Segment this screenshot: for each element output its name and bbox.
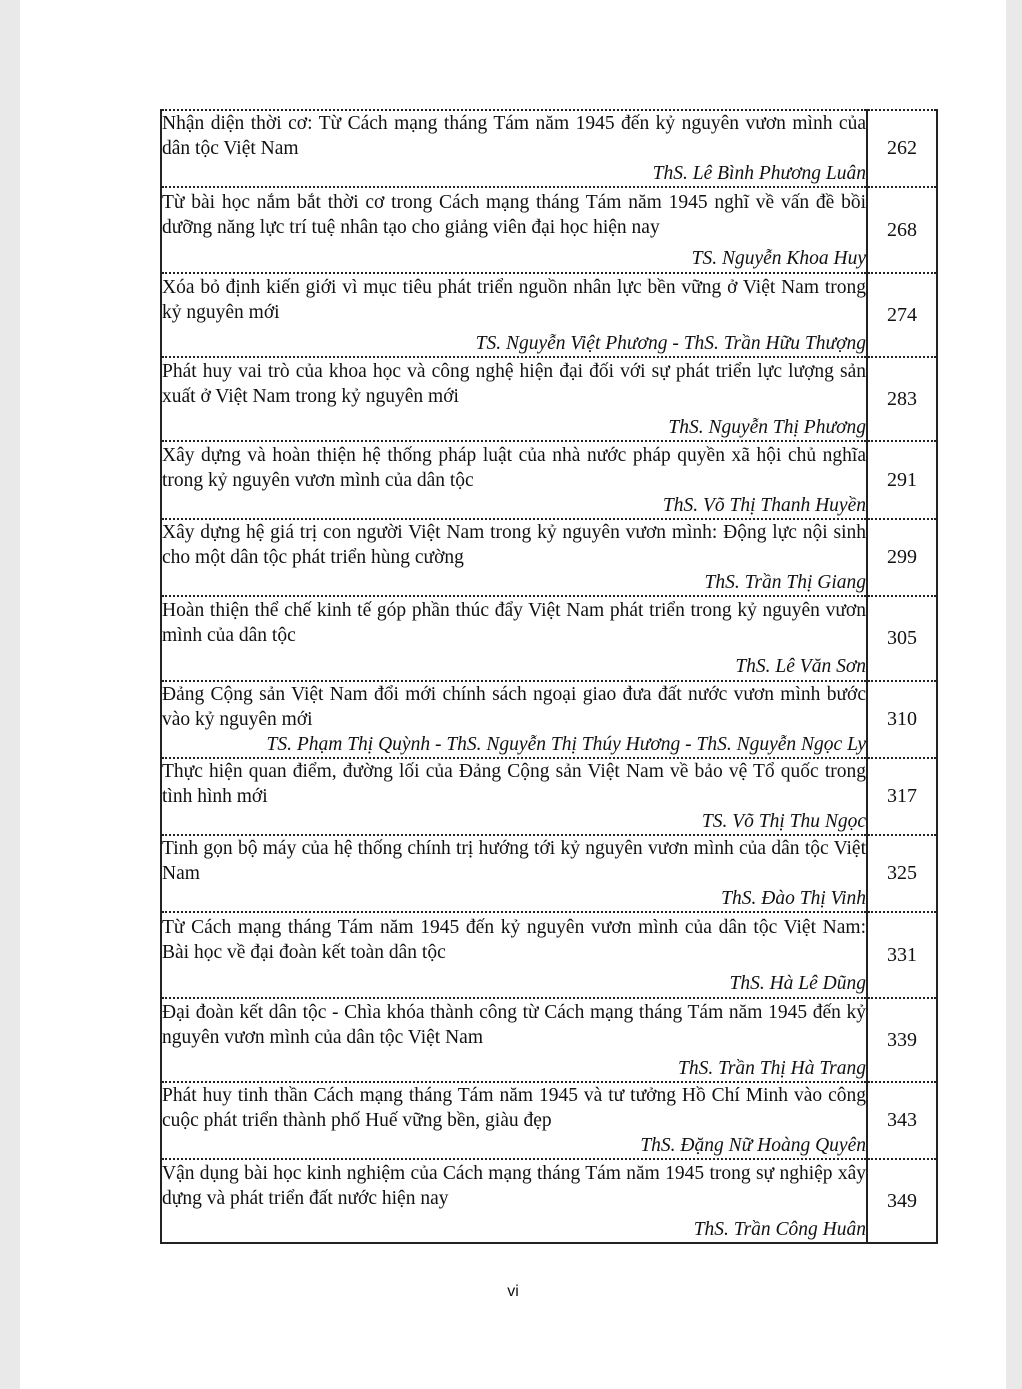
entry-page: 325 [867, 835, 937, 912]
entry-page: 339 [867, 998, 937, 1082]
entry-title: Nhận diện thời cơ: Từ Cách mạng tháng Tám năm 1945 đến kỷ nguyên vươn mình của dân tộc Việt Nam [162, 113, 866, 159]
entry-author: TS. Nguyễn Khoa Huy [691, 247, 866, 269]
entry-title: Đảng Cộng sản Việt Nam đổi mới chính sách ngoại giao đưa đất nước vươn mình bước vào kỷ nguyên mới [162, 684, 866, 730]
toc-row [161, 758, 937, 835]
entry-author: TS. Phạm Thị Quỳnh - ThS. Nguyễn Thị Thúy Hương - ThS. Nguyễn Ngọc Ly [266, 734, 866, 755]
entry-page: 317 [867, 758, 937, 835]
entry-title: Đại đoàn kết dân tộc - Chìa khóa thành công từ Cách mạng tháng Tám năm 1945 đến kỷ nguyên vươn mình của dân tộc Việt Nam [162, 1001, 866, 1048]
toc-row [161, 1082, 937, 1159]
entry-author: ThS. Trần Thị Hà Trang [677, 1057, 866, 1079]
entry-author: ThS. Hà Lê Dũng [729, 972, 866, 994]
entry-page: 283 [867, 357, 937, 441]
entry-title: Phát huy tinh thần Cách mạng tháng Tám năm 1945 và tư tưởng Hồ Chí Minh vào công cuộc phát triển thành phố Huế vững bền, giàu đẹp [162, 1085, 866, 1131]
table-of-contents [160, 109, 938, 1244]
toc-row [161, 273, 937, 357]
entry-page: 343 [867, 1082, 937, 1159]
entry-author: ThS. Lê Văn Sơn [735, 656, 866, 677]
entry-author: ThS. Lê Bình Phương Luân [652, 163, 866, 184]
toc-row [161, 110, 937, 187]
entry-title: Xóa bỏ định kiến giới vì mục tiêu phát triển nguồn nhân lực bền vững ở Việt Nam trong kỷ nguyên mới [162, 276, 866, 323]
entry-title: Thực hiện quan điểm, đường lối của Đảng Cộng sản Việt Nam về bảo vệ Tổ quốc trong tình hình mới [162, 761, 866, 807]
entry-page: 349 [867, 1159, 937, 1243]
entry-page: 268 [867, 187, 937, 273]
toc-row [161, 596, 937, 681]
entry-author: ThS. Trần Thị Giang [704, 572, 866, 593]
entry-title: Xây dựng hệ giá trị con người Việt Nam trong kỷ nguyên vươn mình: Động lực nội sinh cho một dân tộc phát triển hùng cường [162, 522, 866, 568]
entry-author: ThS. Đặng Nữ Hoàng Quyên [640, 1135, 866, 1156]
entry-page: 262 [887, 137, 917, 159]
entry-page: 299 [867, 519, 937, 596]
entry-page: 331 [867, 912, 937, 998]
page-number-footer: vi [507, 1283, 519, 1300]
toc-row [161, 681, 937, 758]
toc-row [161, 357, 937, 441]
document-page [20, 0, 1006, 1389]
entry-title: Từ Cách mạng tháng Tám năm 1945 đến kỷ nguyên vươn mình của dân tộc Việt Nam: Bài học về đại đoàn kết toàn dân tộc [162, 916, 866, 963]
entry-title: Vận dụng bài học kinh nghiệm của Cách mạng tháng Tám năm 1945 trong sự nghiệp xây dựng và phát triển đất nước hiện nay [162, 1162, 866, 1209]
toc-row [161, 441, 937, 519]
toc-row [161, 187, 937, 273]
entry-author: ThS. Võ Thị Thanh Huyền [662, 494, 866, 516]
entry-title: Xây dựng và hoàn thiện hệ thống pháp luật của nhà nước pháp quyền xã hội chủ nghĩa trong kỷ nguyên vươn mình của dân tộc [162, 444, 866, 491]
entry-title: Tinh gọn bộ máy của hệ thống chính trị hướng tới kỷ nguyên vươn mình của dân tộc Việt Nam [162, 838, 866, 884]
entry-title: Từ bài học nắm bắt thời cơ trong Cách mạng tháng Tám năm 1945 nghĩ về vấn đề bồi dưỡng năng lực trí tuệ nhân tạo cho giảng viên đại học hiện nay [162, 191, 866, 238]
entry-author: TS. Nguyễn Việt Phương - ThS. Trần Hữu Thượng [475, 332, 866, 354]
entry-author: ThS. Trần Công Huân [693, 1218, 866, 1240]
entry-page: 274 [867, 273, 937, 357]
entry-page: 310 [867, 681, 937, 758]
entry-title: Phát huy vai trò của khoa học và công nghệ hiện đại đối với sự phát triển lực lượng sản xuất ở Việt Nam trong kỷ nguyên mới [162, 360, 866, 407]
entry-page: 305 [867, 596, 937, 681]
toc-row [161, 1159, 937, 1243]
entry-author: ThS. Đào Thị Vinh [721, 888, 866, 909]
toc-row [161, 519, 937, 596]
toc-row [161, 835, 937, 912]
toc-row [161, 998, 937, 1082]
entry-title: Hoàn thiện thể chế kinh tế góp phần thúc đẩy Việt Nam phát triển trong kỷ nguyên vươn mình của dân tộc [162, 600, 866, 646]
toc-row [161, 912, 937, 998]
entry-author: TS. Võ Thị Thu Ngọc [701, 811, 866, 832]
entry-author: ThS. Nguyễn Thị Phương [668, 416, 866, 438]
entry-page: 291 [867, 441, 937, 519]
